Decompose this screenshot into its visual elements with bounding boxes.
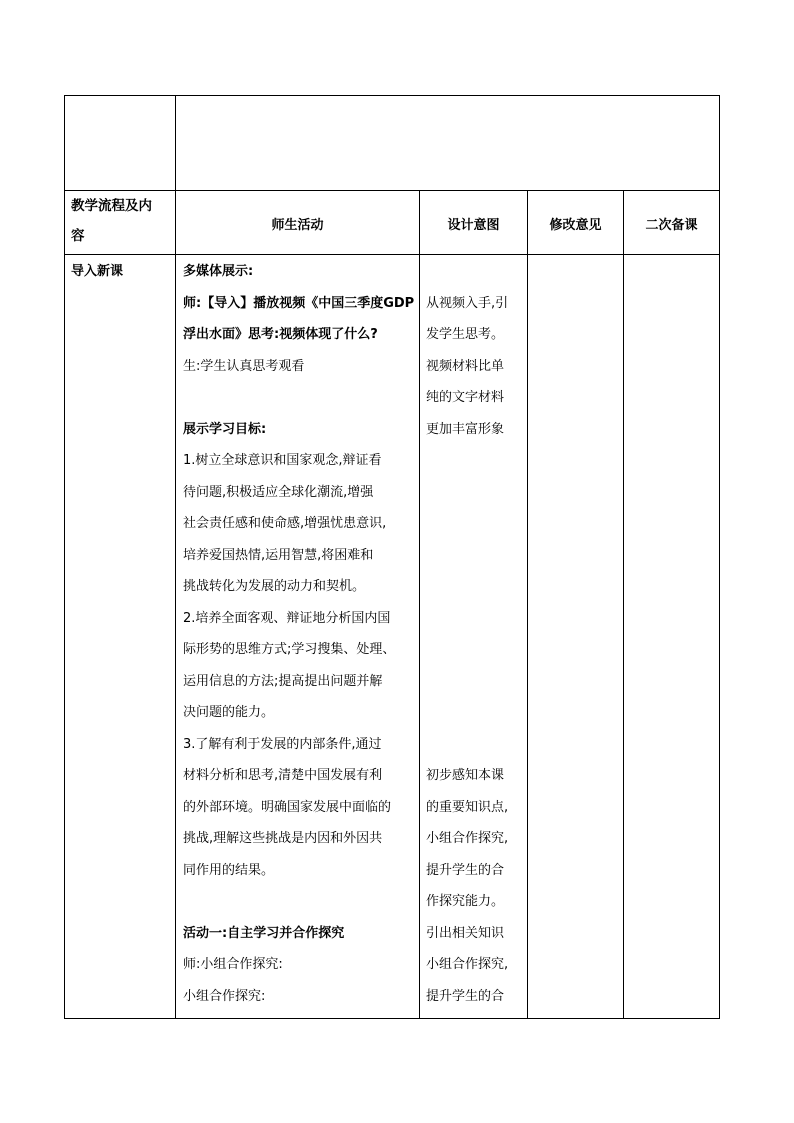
header-col1-line2: 容 <box>71 228 85 244</box>
activity-line: 运用信息的方法;提高提出问题并解 <box>183 673 383 689</box>
intent-line: 引出相关知识 <box>426 925 505 941</box>
activity-line: 同作用的结果。 <box>183 862 275 878</box>
intent-line: 的重要知识点, <box>426 799 509 815</box>
table-border-right <box>719 95 720 1019</box>
header-teacher-student-activity: 师生活动 <box>271 218 324 233</box>
activity-line: 浮出水面》思考:视频体现了什么? <box>183 327 378 342</box>
header-design-intent: 设计意图 <box>447 218 500 233</box>
activity-line <box>183 886 417 918</box>
activity-line: 的外部环境。明确国家发展中面临的 <box>183 799 392 815</box>
intent-line: 发学生思考。 <box>426 327 505 342</box>
stage-label: 导入新课 <box>71 264 124 279</box>
intent-line: 作探究能力。 <box>426 894 505 909</box>
activity-line: 决问题的能力。 <box>183 705 275 720</box>
activity-line: 2.培养全面客观、辩证地分析国内国 <box>183 610 391 626</box>
table-header-bottom-line <box>64 254 720 255</box>
activity-line: 展示学习目标: <box>183 421 267 437</box>
table-border-bottom <box>64 1018 720 1019</box>
intent-line: 从视频入手,引 <box>426 295 509 311</box>
activity-line: 师:小组合作探究: <box>183 957 283 972</box>
activity-line: 挑战转化为发展的动力和契机。 <box>183 579 366 594</box>
activity-line: 师:【导入】播放视频《中国三季度GDP <box>183 295 415 311</box>
activity-line: 1.树立全球意识和国家观念,辩证看 <box>183 453 382 468</box>
intent-line: 小组合作探究, <box>426 831 509 846</box>
intent-line <box>426 256 526 288</box>
header-second-prep: 二次备课 <box>645 218 698 233</box>
table-col4-divider <box>623 190 624 1019</box>
activity-line: 多媒体展示: <box>183 264 254 279</box>
table-col2-divider <box>419 190 420 1019</box>
activity-line: 材料分析和思考,清楚中国发展有利 <box>183 768 383 783</box>
intent-line: 提升学生的合 <box>426 988 505 1004</box>
activity-line: 际形势的思维方式;学习搜集、处理、 <box>183 642 396 657</box>
header-col1 <box>71 191 173 251</box>
intent-line: 提升学生的合 <box>426 862 505 878</box>
table-col1-divider <box>175 95 176 1019</box>
header-col1-line1: 教学流程及内 <box>71 198 152 214</box>
intent-line: 初步感知本课 <box>426 768 505 783</box>
activity-line: 3.了解有利于发展的内部条件,通过 <box>183 736 382 752</box>
activity-line: 培养爱国热情,运用智慧,将困难和 <box>183 547 374 563</box>
activity-line: 待问题,积极适应全球化潮流,增强 <box>183 484 374 500</box>
intent-line: 纯的文字材料 <box>426 390 505 405</box>
table-col3-divider <box>527 190 528 1019</box>
activity-line: 挑战,理解这些挑战是内因和外因共 <box>183 831 383 846</box>
activity-line <box>183 382 417 414</box>
activity-line: 社会责任感和使命感,增强忧患意识, <box>183 516 387 531</box>
activity-line: 生:学生认真思考观看 <box>183 358 305 374</box>
activity-line: 小组合作探究: <box>183 988 266 1004</box>
activities-cell <box>183 256 417 1012</box>
intent-line: 视频材料比单 <box>426 358 505 374</box>
intent-cell-block2 <box>426 760 526 1012</box>
table-border-top <box>64 95 720 96</box>
table-border-left <box>64 95 65 1019</box>
intent-line: 小组合作探究, <box>426 957 509 972</box>
header-revision-notes: 修改意见 <box>549 218 602 233</box>
intent-line: 更加丰富形象 <box>426 421 505 437</box>
activity-line: 活动一:自主学习并合作探究 <box>183 925 345 941</box>
intent-cell-block1 <box>426 256 526 445</box>
